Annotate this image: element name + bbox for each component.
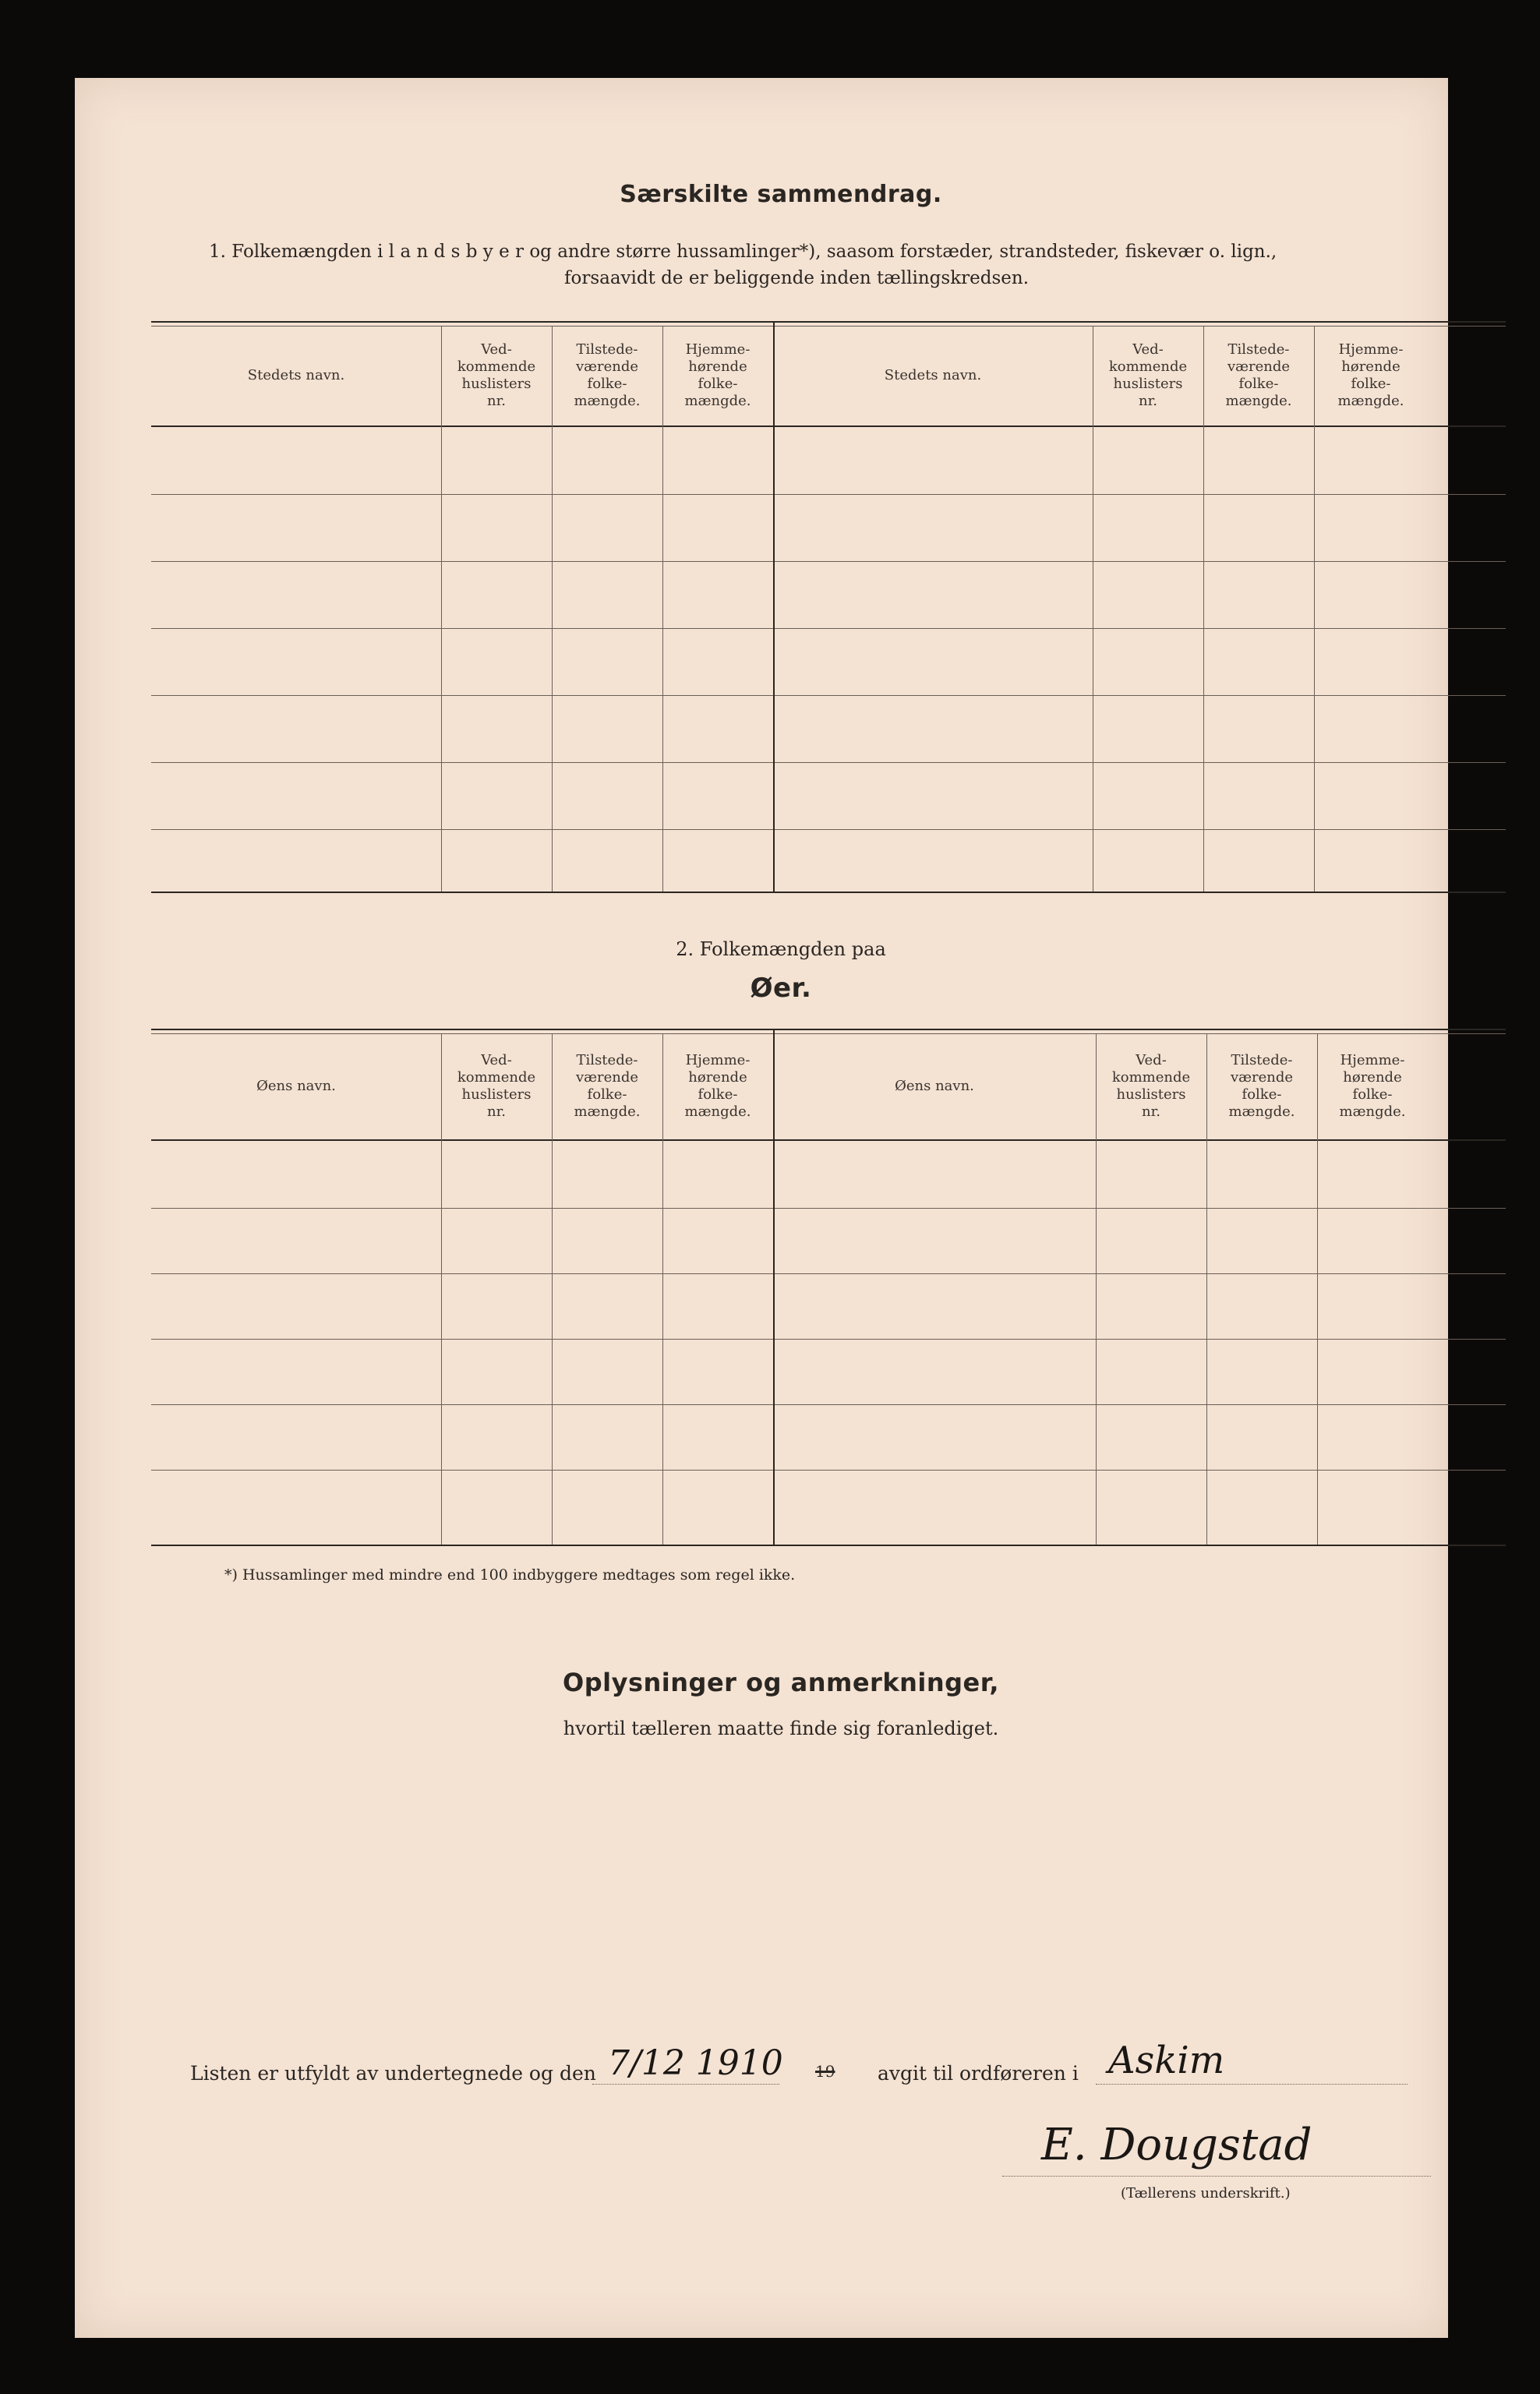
signature-caption: (Tællerens underskrift.) xyxy=(1121,2185,1291,2202)
t1-header-list-no-left: Ved- kommende huslisters nr. xyxy=(457,341,536,409)
signature-line-text-1: Listen er utfyldt av undertegnede og den xyxy=(190,2062,596,2085)
section2-title: Øer. xyxy=(750,973,812,1004)
signature-line-text-2: avgit til ordføreren i xyxy=(878,2062,1079,2085)
t2-header-present-right: Tilstede- værende folke- mængde. xyxy=(1228,1052,1295,1120)
handwritten-date: 7/12 1910 xyxy=(608,2043,783,2083)
t1-header-resident-right: Hjemme- hørende folke- mængde. xyxy=(1337,341,1404,409)
t2-header-resident-right: Hjemme- hørende folke- mængde. xyxy=(1339,1052,1406,1120)
summary-title: Særskilte sammendrag. xyxy=(620,181,942,208)
t1-header-list-no-right: Ved- kommende huslisters nr. xyxy=(1108,341,1188,409)
census-form-page xyxy=(75,78,1448,2338)
handwritten-signature: E. Dougstad xyxy=(1041,2120,1312,2170)
t1-header-place-left: Stedets navn. xyxy=(247,367,345,383)
t1-header-present-right: Tilstede- værende folke- mængde. xyxy=(1225,341,1292,409)
struck-year-prefix: 19 xyxy=(815,2062,835,2081)
date-underline xyxy=(592,2084,779,2085)
remarks-title: Oplysninger og anmerkninger, xyxy=(563,1668,999,1697)
t2-header-present-left: Tilstede- værende folke- mængde. xyxy=(574,1052,641,1120)
footnote: *) Hussamlinger med mindre end 100 indbyggere medtages som regel ikke. xyxy=(224,1566,796,1584)
t1-header-present-left: Tilstede- værende folke- mængde. xyxy=(574,341,641,409)
t2-header-island-right: Øens navn. xyxy=(895,1078,974,1094)
handwritten-place: Askim xyxy=(1108,2039,1225,2082)
t2-header-island-left: Øens navn. xyxy=(256,1078,336,1094)
t1-header-resident-left: Hjemme- hørende folke- mængde. xyxy=(684,341,751,409)
t2-header-resident-left: Hjemme- hørende folke- mængde. xyxy=(684,1052,751,1120)
t1-header-place-right: Stedets navn. xyxy=(884,367,982,383)
section1-line2: forsaavidt de er beliggende inden tællingskredsen. xyxy=(563,268,1030,288)
section1-line1: 1. Folkemængden i l a n d s b y e r og andre større hussamlinger*), saasom forstæder, strandsteder, fiskevær o. lign., xyxy=(209,242,1277,262)
place-underline xyxy=(1096,2084,1408,2085)
signature-underline xyxy=(1002,2176,1431,2177)
section2-heading: 2. Folkemængden paa xyxy=(676,938,886,960)
t2-header-list-no-right: Ved- kommende huslisters nr. xyxy=(1111,1052,1191,1120)
remarks-subtitle: hvortil tælleren maatte finde sig foranlediget. xyxy=(563,1718,999,1739)
t2-header-list-no-left: Ved- kommende huslisters nr. xyxy=(457,1052,536,1120)
